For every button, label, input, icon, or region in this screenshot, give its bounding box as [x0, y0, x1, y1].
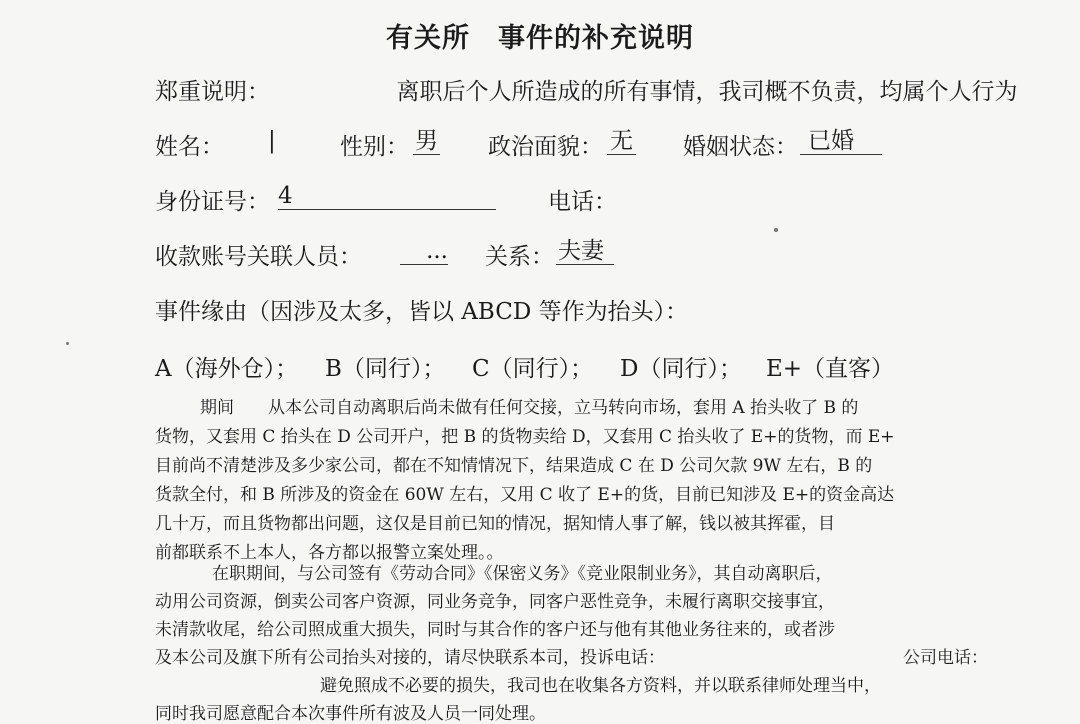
party-a: A（海外仓）； [155, 356, 299, 382]
party-e: E+（直客） [766, 356, 895, 382]
paragraph2-line: 及本公司及旗下所有公司抬头对接的，请尽快联系本司，投诉电话： [155, 648, 665, 668]
paragraph1-line: 货款全付，和 B 所涉及的资金在 60W 左右，又用 C 收了 E+的货，目前已知涉及 E+的资金高达 [155, 485, 895, 505]
cause-heading: 事件缘由（因涉及太多，皆以 ABCD 等作为抬头）： [155, 299, 689, 325]
id-value [278, 183, 496, 210]
paragraph2-line: 未清款收尾，给公司照成重大损失，同时与其合作的客户还与他有其他业务往来的，或者涉 [155, 620, 835, 640]
marital-value-text: 已婚 [800, 128, 882, 155]
relation-value-text: 夫妻 [556, 238, 614, 265]
gender-value-text: 男 [415, 128, 438, 154]
party-d: D（同行）； [620, 356, 742, 382]
payee-value-text: ... [400, 238, 448, 265]
id-label: 身份证号： [155, 189, 270, 215]
paragraph2-line: 同时我司愿意配合本次事件所有波及人员一同处理。 [155, 704, 546, 724]
paragraph2-line: 在职期间，与公司签有《劳动合同》《保密义务》《竞业限制业务》，其自动离职后， [212, 564, 833, 584]
paragraph1-line: 目前尚不清楚涉及多少家公司，都在不知情情况下，结果造成 C 在 D 公司欠款 9W 左右，B 的 [155, 456, 873, 476]
politics-value [607, 128, 636, 155]
politics-value-text: 无 [607, 128, 636, 155]
party-c: C（同行）； [472, 356, 594, 382]
payee-value [400, 238, 448, 265]
company-phone-label: 公司电话： [903, 648, 988, 668]
relation-value [556, 238, 614, 265]
gender-value [413, 128, 440, 155]
paragraph1-line: 前都联系不上本人，各方都以报警立案处理。。 [155, 543, 504, 563]
politics-label: 政治面貌： [488, 134, 603, 160]
party-b: B（同行）； [325, 356, 446, 382]
scan-speck [66, 342, 69, 345]
payee-label: 收款账号关联人员： [155, 244, 362, 270]
id-value-text: 4 [278, 183, 496, 210]
scan-speck [774, 228, 778, 232]
name-value: | [268, 128, 276, 154]
paragraph1-line: 几十万，而且货物都出问题，这仅是目前已知的情况，据知情人事了解，钱以被其挥霍，目 [155, 514, 835, 534]
document-title: 有关所 事件的补充说明 [386, 23, 694, 54]
paragraph2-line: 动用公司资源，倒卖公司客户资源，同业务竞争，同客户恶性竞争，未履行离职交接事宜， [155, 592, 835, 612]
paragraph1-line: 期间 从本公司自动离职后尚未做有任何交接，立马转向市场，套用 A 抬头收了 B 的 [200, 398, 859, 418]
paragraph2-line: 避免照成不必要的损失，我司也在收集各方资料，并以联系律师处理当中， [320, 676, 881, 696]
relation-label: 关系： [485, 244, 554, 270]
gender-label: 性别： [340, 134, 409, 160]
phone-label: 电话： [548, 189, 617, 215]
marital-label: 婚姻状态： [683, 134, 798, 160]
paragraph1-line: 货物，又套用 C 抬头在 D 公司开户，把 B 的货物卖给 D，又套用 C 抬头收了 E+的货物，而 E+ [155, 427, 895, 447]
name-label: 姓名： [155, 134, 224, 160]
statement-line: 郑重说明： 离职后个人所造成的所有事情，我司概不负责，均属个人行为 [155, 79, 1018, 105]
marital-value [800, 128, 882, 155]
